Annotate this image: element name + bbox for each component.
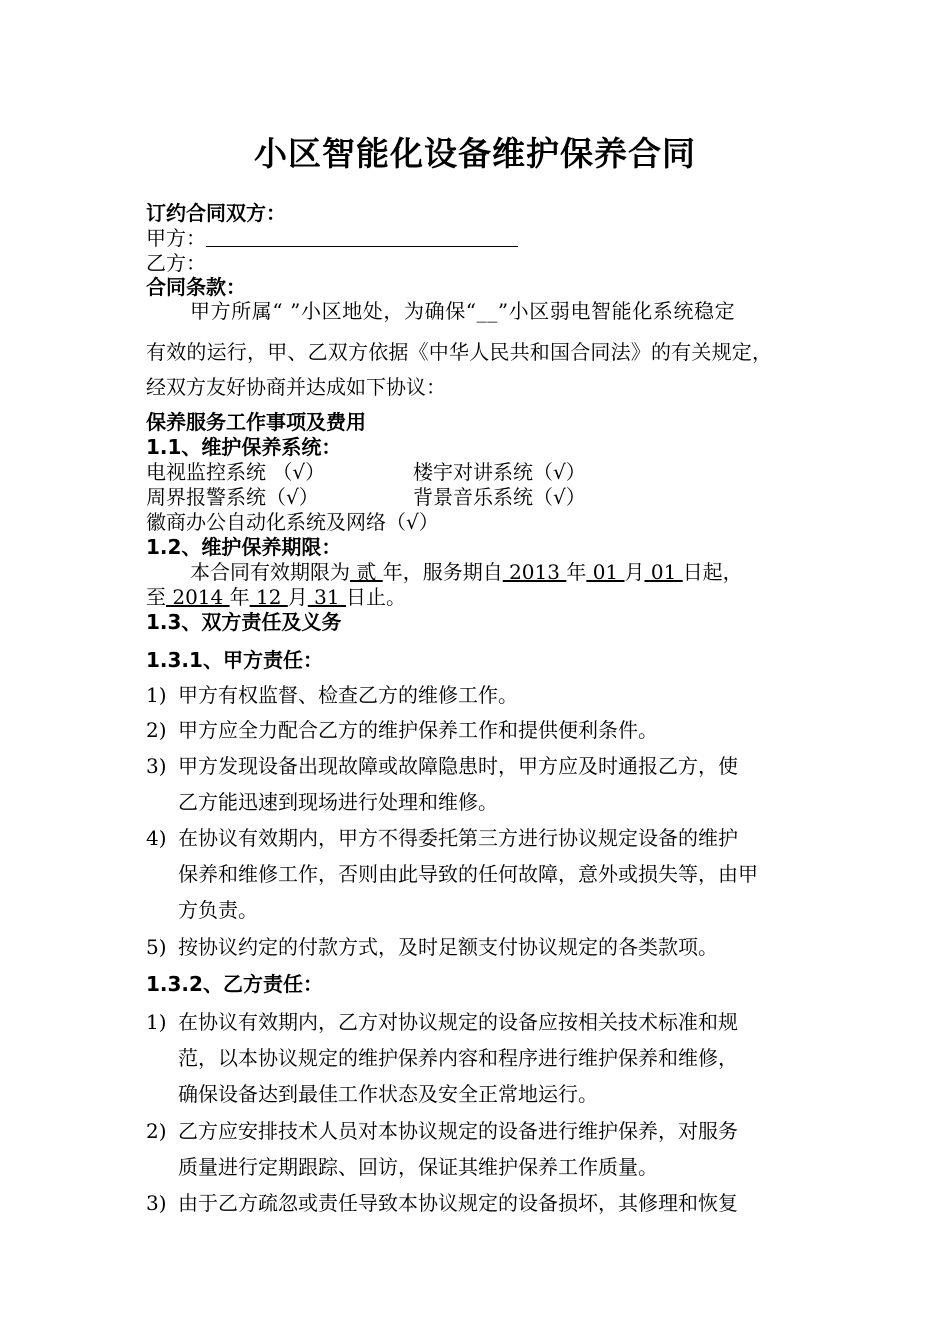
item-text: 甲方应全力配合乙方的维护保养工作和提供便利条件。 (178, 718, 658, 742)
item-text: 甲方发现设备出现故障或故障隐患时，甲方应及时通报乙方，使 (178, 754, 738, 778)
intro-line-2: 有效的运行，甲、乙双方依据《中华人民共和国合同法》的有关规定， (146, 340, 773, 364)
intro-line-1: 甲方所属“ ”小区地处，为确保“__”小区弱电智能化系统稳定 (190, 299, 736, 323)
party-b-label: 乙方： (146, 251, 206, 275)
term-text: 年 (229, 585, 250, 609)
start-month: 01 (586, 560, 625, 584)
end-day: 31 (307, 585, 346, 609)
a-item-4-cont-1: 保养和维修工作，否则由此导致的任何故障，意外或损失等，由甲 (178, 862, 758, 886)
term-text: 日起， (682, 560, 743, 584)
section-1-2-heading: 1.2、维护保养期限： (146, 535, 342, 559)
b-item-2-cont: 质量进行定期跟踪、回访，保证其维护保养工作质量。 (178, 1155, 658, 1179)
term-text: 月 (624, 560, 645, 584)
term-text: 日止。 (345, 585, 406, 609)
start-year: 2013 (502, 560, 567, 584)
term-years: 贰 (350, 560, 383, 584)
start-day: 01 (644, 560, 683, 584)
item-text: 按协议约定的付款方式，及时足额支付协议规定的各类款项。 (178, 935, 718, 959)
systems-row-1 (146, 459, 846, 485)
b-item-3 (146, 1190, 738, 1216)
system-perimeter: 周界报警系统（√） (146, 485, 319, 509)
a-item-4-cont-2: 方负责。 (178, 898, 258, 922)
party-a-label: 甲方： (146, 226, 206, 250)
party-a-line (146, 225, 518, 251)
a-item-3-cont: 乙方能迅速到现场进行处理和维修。 (178, 790, 498, 814)
b-item-1-cont-1: 范，以本协议规定的维护保养内容和程序进行维护保养和维修， (178, 1046, 738, 1070)
section-heading: 保养服务工作事项及费用 (146, 410, 366, 434)
system-music: 背景音乐系统（√） (413, 485, 586, 509)
item-number: 2) (146, 1119, 167, 1143)
b-item-1 (146, 1009, 738, 1035)
item-text: 乙方应安排技术人员对本协议规定的设备进行维护保养，对服务 (178, 1119, 738, 1143)
term-text: 年，服务期自 (382, 560, 503, 584)
parties-heading: 订约合同双方： (146, 201, 286, 225)
item-text: 在协议有效期内，乙方对协议规定的设备应按相关技术标准和规 (178, 1010, 738, 1034)
item-number: 3) (146, 754, 167, 778)
item-text: 甲方有权监督、检查乙方的维修工作。 (178, 683, 518, 707)
system-tv-monitor: 电视监控系统 （√） (146, 460, 326, 484)
item-text: 在协议有效期内，甲方不得委托第三方进行协议规定设备的维护 (178, 826, 738, 850)
a-item-5 (146, 934, 718, 960)
item-number: 5) (146, 935, 167, 959)
a-item-3 (146, 753, 738, 779)
term-text: 年 (566, 560, 587, 584)
item-number: 4) (146, 826, 167, 850)
intro-line-3: 经双方友好协商并达成如下协议： (146, 375, 446, 399)
b-item-2 (146, 1118, 738, 1144)
clauses-heading: 合同条款： (146, 275, 246, 299)
section-1-3-2-heading: 1.3.2、乙方责任： (146, 972, 323, 996)
term-line-1 (190, 559, 743, 585)
b-item-1-cont-2: 确保设备达到最佳工作状态及安全正常地运行。 (178, 1082, 598, 1106)
system-office: 徽商办公自动化系统及网络（√） (146, 510, 439, 534)
item-number: 3) (146, 1191, 167, 1215)
party-a-blank (206, 228, 518, 247)
end-year: 2014 (166, 585, 230, 609)
system-intercom: 楼宇对讲系统（√） (413, 460, 586, 484)
a-item-1 (146, 682, 518, 708)
item-number: 1) (146, 1010, 167, 1034)
item-number: 1) (146, 683, 167, 707)
page-title: 小区智能化设备维护保养合同 (254, 134, 696, 173)
section-1-3-heading: 1.3、双方责任及义务 (146, 610, 342, 634)
item-number: 2) (146, 718, 167, 742)
a-item-2 (146, 717, 658, 743)
end-month: 12 (249, 585, 288, 609)
a-item-4 (146, 825, 738, 851)
term-text: 本合同有效期限为 (190, 560, 350, 584)
item-text: 由于乙方疏忽或责任导致本协议规定的设备损坏，其修理和恢复 (178, 1191, 738, 1215)
term-text: 月 (287, 585, 308, 609)
term-line-2 (146, 584, 406, 610)
systems-row-2 (146, 484, 846, 510)
term-text: 至 (146, 585, 166, 609)
section-1-3-1-heading: 1.3.1、甲方责任： (146, 648, 323, 672)
section-1-1-heading: 1.1、维护保养系统： (146, 435, 342, 459)
